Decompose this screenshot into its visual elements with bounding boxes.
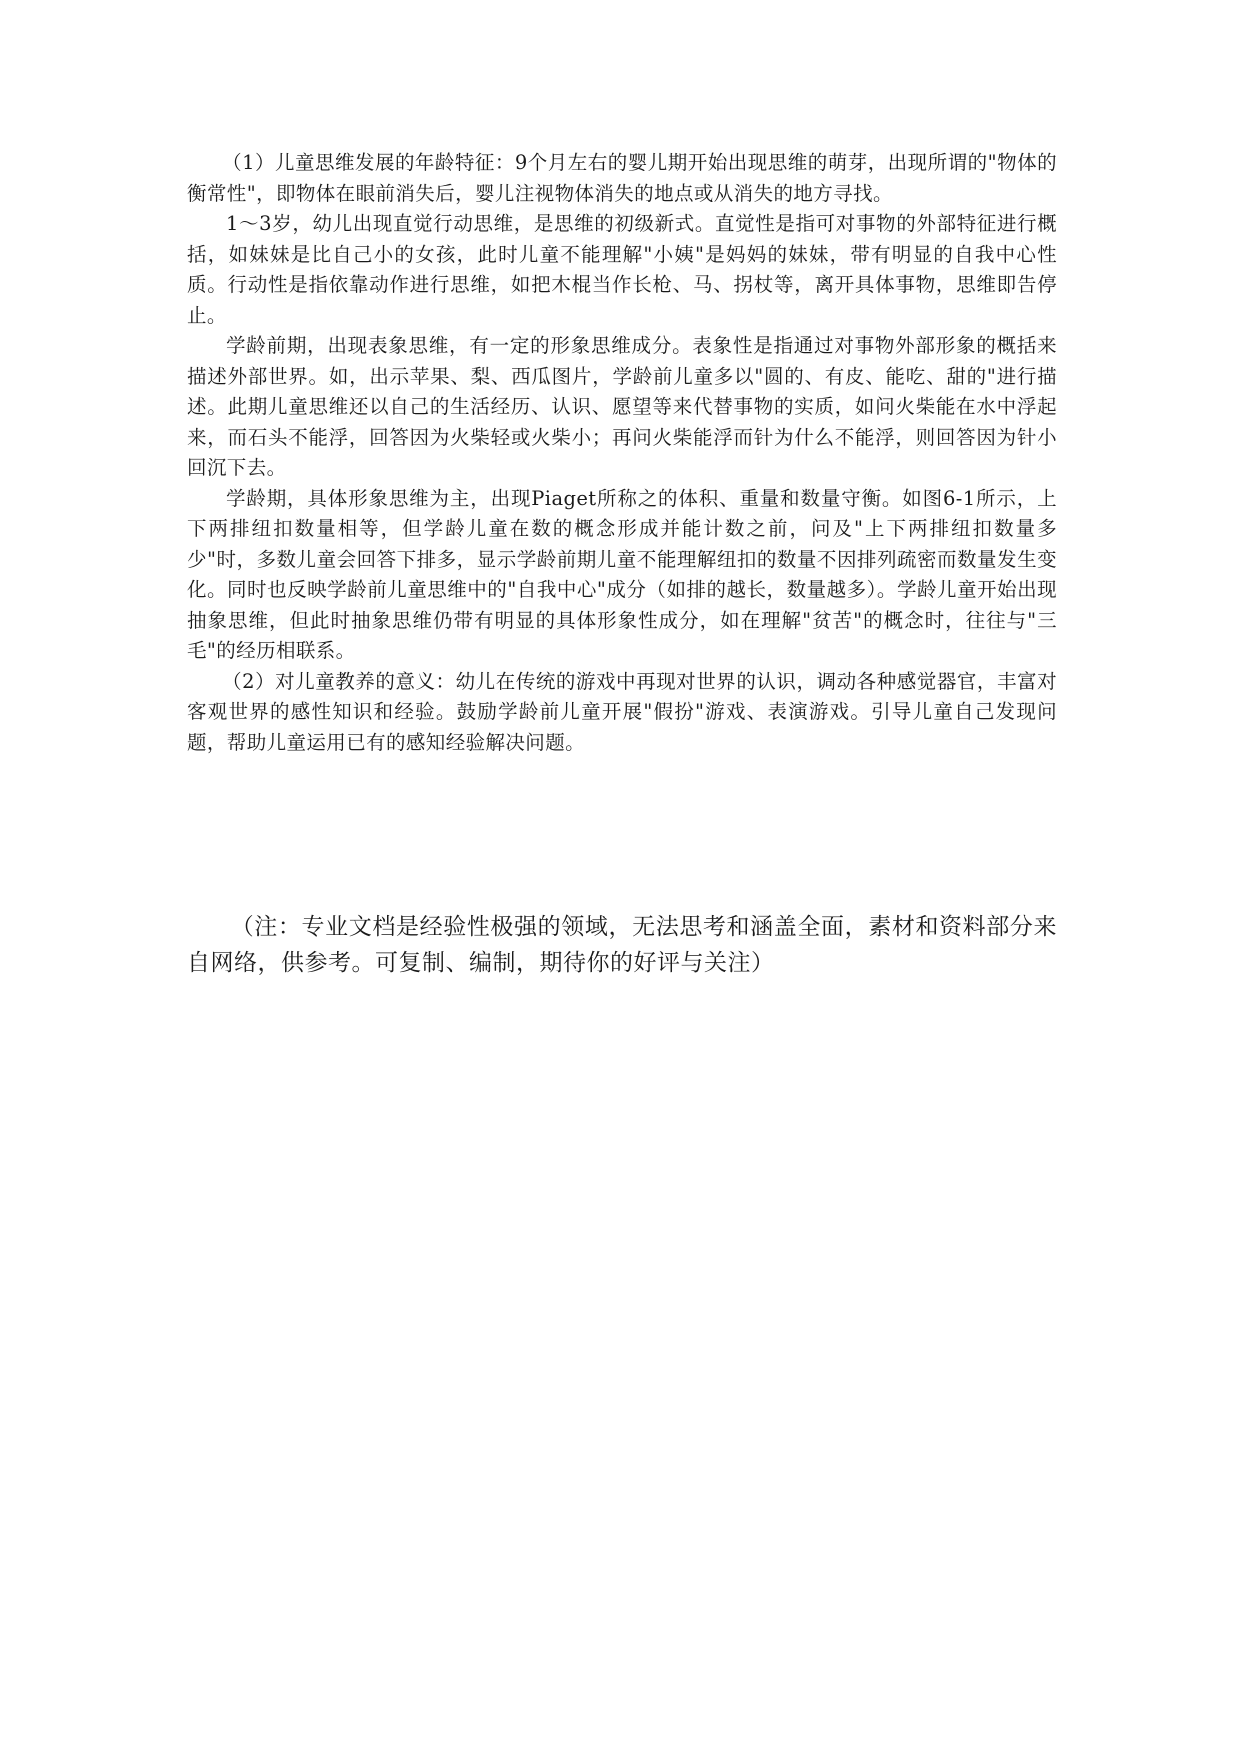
document-page (187, 148, 1057, 981)
paragraph-toddler-thinking: 1～3岁，幼儿出现直觉行动思维，是思维的初级新式。直觉性是指可对事物的外部特征进行概括，如妹妹是比自己小的女孩，此时儿童不能理解"小姨"是妈妈的妹妹，带有明显的自我中心性质。行动性是指依靠动作进行思维，如把木棍当作长枪、马、拐杖等，离开具体事物，思维即告停止。 (187, 212, 1057, 327)
paragraph-age-characteristics: （1）儿童思维发展的年龄特征：9个月左右的婴儿期开始出现思维的萌芽，出现所谓的"物体的衡常性"，即物体在眼前消失后，婴儿注视物体消失的地点或从消失的地方寻找。 (187, 151, 1057, 205)
footer-note: （注：专业文档是经验性极强的领域，无法思考和涵盖全面，素材和资料部分来自网络，供参考。可复制、编制，期待你的好评与关注） (187, 914, 1057, 976)
paragraph-school-age-thinking: 学龄期，具体形象思维为主，出现Piaget所称之的体积、重量和数量守衡。如图6-1所示，上下两排纽扣数量相等，但学龄儿童在数的概念形成并能计数之前，问及"上下两排纽扣数量多少"时，多数儿童会回答下排多，显示学龄前期儿童不能理解纽扣的数量不因排列疏密而数量发生变化。同时也反映学龄前儿童思维中的"自我中心"成分（如排的越长，数量越多）。学龄儿童开始出现抽象思维，但此时抽象思维仍带有明显的具体形象性成分，如在理解"贫苦"的概念时，往往与"三毛"的经历相联系。 (187, 486, 1057, 662)
paragraph-parenting-significance: （2）对儿童教养的意义：幼儿在传统的游戏中再现对世界的认识，调动各种感觉器官，丰富对客观世界的感性知识和经验。鼓励学龄前儿童开展"假扮"游戏、表演游戏。引导儿童自己发现问题，帮助儿童运用已有的感知经验解决问题。 (187, 669, 1057, 754)
section-spacer (187, 758, 1057, 909)
paragraph-preschool-thinking: 学龄前期，出现表象思维，有一定的形象思维成分。表象性是指通过对事物外部形象的概括来描述外部世界。如，出示苹果、梨、西瓜图片，学龄前儿童多以"圆的、有皮、能吃、甜的"进行描述。此期儿童思维还以自己的生活经历、认识、愿望等来代替事物的实质，如问火柴能在水中浮起来，而石头不能浮，回答因为火柴轻或火柴小；再问火柴能浮而针为什么不能浮，则回答因为针小回沉下去。 (187, 334, 1057, 479)
